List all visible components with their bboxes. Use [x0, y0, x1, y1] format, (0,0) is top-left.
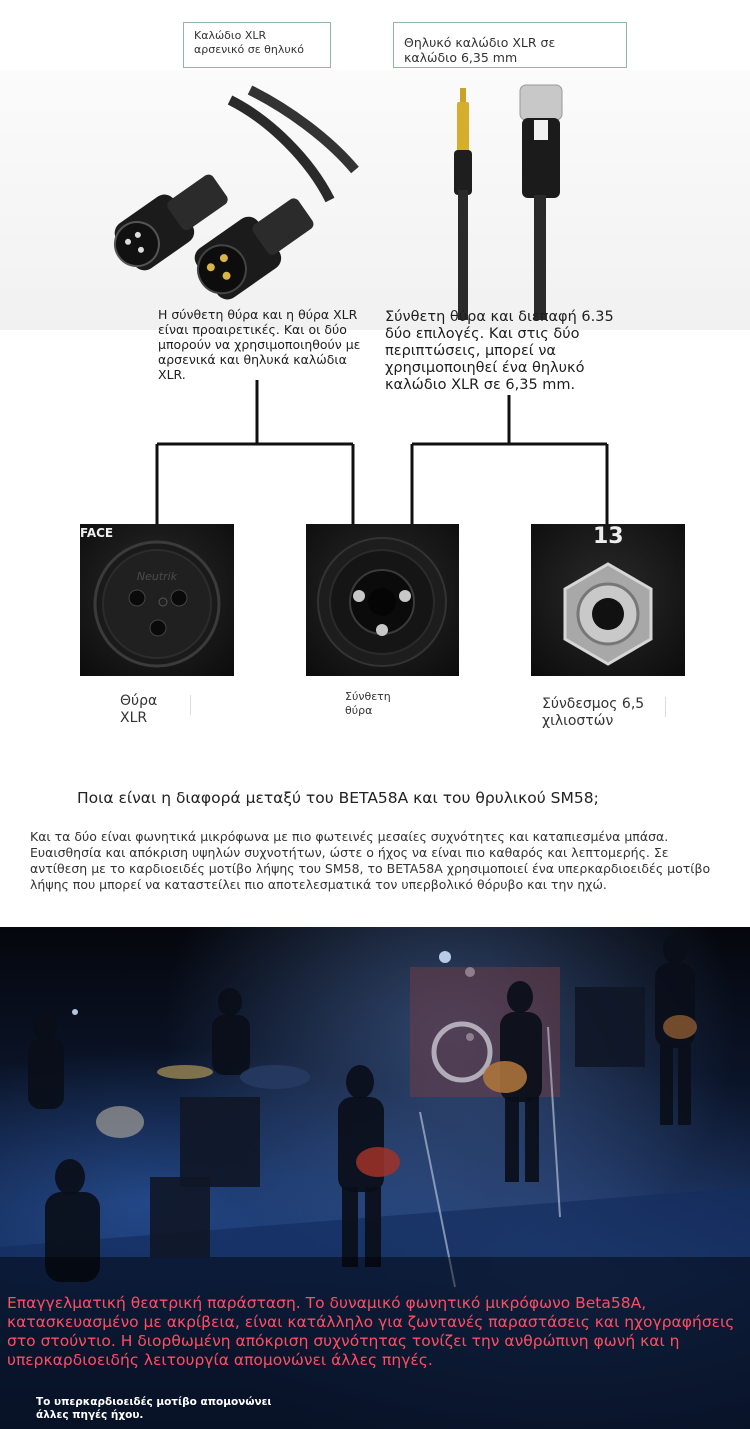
xlr-port-panel	[80, 524, 234, 676]
jack-port-panel	[531, 524, 685, 676]
xlr-cable-callout: Καλώδιο XLR αρσενικό σε θηλυκό	[183, 22, 331, 68]
xlr-port-label: Θύρα XLR	[120, 693, 158, 726]
right-description: Σύνθετη θύρα και διεπαφή 6.35 δύο επιλογές. Και στις δύο περιπτώσεις, μπορεί να χρησιμοποιηθεί ένα θηλυκό καλώδιο XLR σε 6,35 mm.	[385, 309, 614, 393]
brand-emboss: Neutrik	[136, 570, 178, 583]
xlr-socket-icon	[87, 532, 227, 672]
xlr-to-635-callout: Θηλυκό καλώδιο XLR σε καλώδιο 6,35 mm	[393, 22, 627, 68]
concert-caption: Επαγγελματική θεατρική παράσταση. Το δυναμικό φωνητικό μικρόφωνο Beta58A, κατασκευασμένο με ακρίβεια, είναι κατάλληλο για ζωντανές παραστάσεις και ηχογραφήσεις στο στούντιο. Η διορθωμένη απόκριση συχνότητας τονίζει την ανθρώπινη φωνή και η υπερκαρδιοειδής λειτουργία απομονώνει άλλες πηγές.	[7, 1294, 735, 1369]
left-description: Η σύνθετη θύρα και η θύρα XLR είναι προαιρετικές. Και οι δύο μπορούν να χρησιμοποιηθούν με αρσενικά και θηλυκά καλώδια XLR.	[158, 307, 361, 382]
label-divider-right	[665, 697, 666, 717]
comparison-body: Και τα δύο είναι φωνητικά μικρόφωνα με πιο φωτεινές μεσαίες συχνότητες και καταπιεσμένα μπάσα. Ευαισθησία και απόκριση υψηλών συχνοτήτων, ώστε ο ήχος να είναι πιο καθαρός και λεπτομερής. Σε αντίθεση με το καρδιοειδές μοτίβο λήψης του SM58, το BETA58A χρησιμοποιεί ένα υπερκαρδιοειδές μοτίβο λήψης που μπορεί να καταστείλει πιο αποτελεσματικά τον υπερβολικό θόρυβο και την ηχώ.	[30, 829, 711, 892]
panel-corner-number: 13	[593, 524, 624, 549]
combo-port-label: Σύνθετη θύρα	[345, 690, 391, 717]
concert-small-note: Το υπερκαρδιοειδές μοτίβο απομονώνει άλλες πηγές ήχου.	[36, 1396, 272, 1421]
combo-socket-icon	[312, 530, 452, 670]
jack-socket-icon	[553, 559, 663, 669]
jack-port-label: Σύνδεσμος 6,5 χιλιοστών	[542, 696, 645, 729]
concert-photo	[0, 927, 750, 1429]
connector-lines	[0, 0, 750, 540]
comparison-heading: Ποια είναι η διαφορά μεταξύ του BETA58A και του θρυλικού SM58;	[77, 789, 599, 807]
label-divider	[190, 695, 191, 715]
panel-corner-text: FACE	[80, 526, 114, 540]
combo-port-panel	[306, 524, 459, 676]
